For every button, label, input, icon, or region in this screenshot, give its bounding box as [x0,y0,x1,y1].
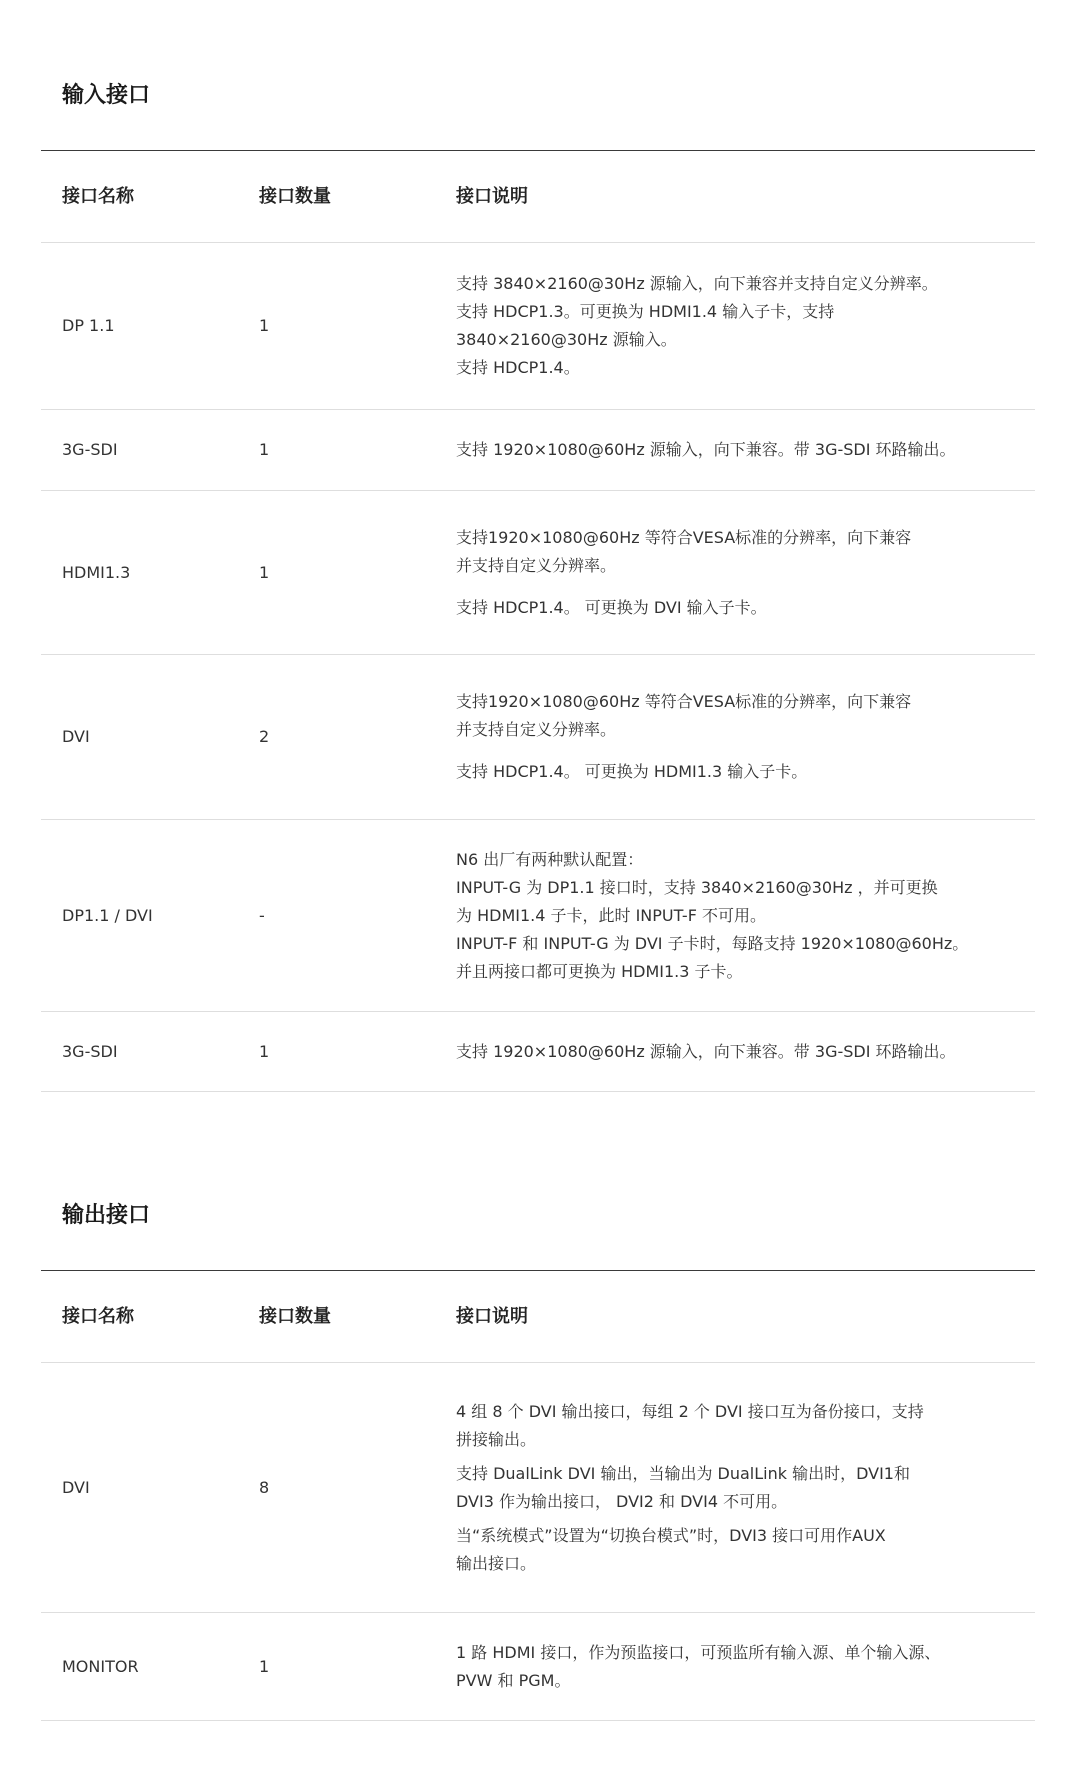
interface-name: MONITOR [62,1656,139,1676]
interface-desc [435,436,1035,464]
desc-line: INPUT-G 为 DP1.1 接口时，支持 3840×2160@30Hz ，并可更换 [456,877,938,897]
desc-line: 支持 3840×2160@30Hz 源输入，向下兼容并支持自定义分辨率。 [456,274,938,293]
desc-line: 并支持自定义分辨率。 [456,720,617,739]
paragraph-gap [456,744,1025,758]
interface-desc [435,524,1035,622]
desc-line: 并支持自定义分辨率。 [456,555,617,575]
interface-qty: 8 [259,1477,270,1497]
table-row [41,820,1035,1012]
desc-line: PVW 和 PGM。 [456,1670,571,1690]
table-header-row [41,151,1035,243]
desc-line: 支持 HDCP1.3。可更换为 HDMI1.4 输入子卡，支持 [456,302,835,321]
table-row [41,1363,1035,1613]
interface-desc [435,846,1035,986]
header-desc: 接口说明 [456,1305,528,1327]
input-spec-table [41,150,1035,1092]
interface-name: DP 1.1 [62,316,115,335]
header-qty: 接口数量 [259,185,331,207]
desc-line: 并且两接口都可更换为 HDMI1.3 子卡。 [456,961,743,981]
table-row [41,243,1035,410]
desc-line: DVI3 作为输出接口， DVI2 和 DVI4 不可用。 [456,1491,788,1511]
paragraph-gap [456,580,1025,594]
desc-line: N6 出厂有两种默认配置： [456,849,644,869]
table-row [41,655,1035,820]
desc-line: 支持 HDCP1.4。 [456,358,580,377]
interface-qty: - [259,905,265,925]
desc-line: 支持1920×1080@60Hz 等符合VESA标准的分辨率，向下兼容 [456,692,912,711]
interface-name: DVI [62,1477,90,1497]
interface-desc [435,1639,1035,1695]
output-spec-table [41,1270,1035,1721]
table-row [41,1613,1035,1721]
desc-line: INPUT-F 和 INPUT-G 为 DVI 子卡时，每路支持 1920×1080@60Hz。 [456,933,969,953]
desc-line: 当“系统模式”设置为“切换台模式”时，DVI3 接口可用作AUX [456,1525,886,1545]
interface-qty: 1 [259,562,270,582]
desc-line: 支持 1920×1080@60Hz 源输入，向下兼容。带 3G-SDI 环路输出。 [456,1041,956,1061]
interface-desc [435,1038,1035,1066]
desc-line: 1 路 HDMI 接口，作为预监接口，可预监所有输入源、单个输入源、 [456,1642,941,1662]
header-desc: 接口说明 [456,185,528,207]
output-section-title: 输出接口 [62,1203,151,1228]
interface-desc [435,270,1035,382]
desc-line: 3840×2160@30Hz 源输入。 [456,330,677,349]
header-qty: 接口数量 [259,1305,331,1327]
interface-name: HDMI1.3 [62,562,131,582]
desc-line: 4 组 8 个 DVI 输出接口，每组 2 个 DVI 接口互为备份接口，支持 [456,1401,924,1421]
desc-line: 支持 1920×1080@60Hz 源输入，向下兼容。带 3G-SDI 环路输出。 [456,440,956,459]
desc-line: 支持1920×1080@60Hz 等符合VESA标准的分辨率，向下兼容 [456,527,912,547]
table-row [41,1012,1035,1092]
desc-line: 支持 HDCP1.4。 可更换为 DVI 输入子卡。 [456,597,767,617]
interface-desc [435,1398,1035,1578]
table-header-row [41,1271,1035,1363]
interface-qty: 1 [259,1656,270,1676]
desc-line: 为 HDMI1.4 子卡，此时 INPUT-F 不可用。 [456,905,766,925]
interface-qty: 1 [259,440,270,459]
interface-qty: 1 [259,1041,270,1061]
interface-qty: 1 [259,316,270,335]
table-row [41,410,1035,491]
header-name: 接口名称 [62,1305,134,1327]
header-name: 接口名称 [62,185,134,207]
desc-line: 输出接口。 [456,1553,537,1573]
interface-name: 3G-SDI [62,1041,118,1061]
interface-qty: 2 [259,727,270,746]
interface-name: 3G-SDI [62,440,118,459]
interface-name: DP1.1 / DVI [62,905,153,925]
table-row [41,491,1035,655]
input-section-title: 输入接口 [62,83,151,108]
desc-line: 支持 DualLink DVI 输出，当输出为 DualLink 输出时，DVI1和 [456,1463,910,1483]
desc-line: 拼接输出。 [456,1429,537,1449]
interface-name: DVI [62,727,90,746]
desc-line: 支持 HDCP1.4。 可更换为 HDMI1.3 输入子卡。 [456,762,808,781]
interface-desc [435,688,1035,786]
